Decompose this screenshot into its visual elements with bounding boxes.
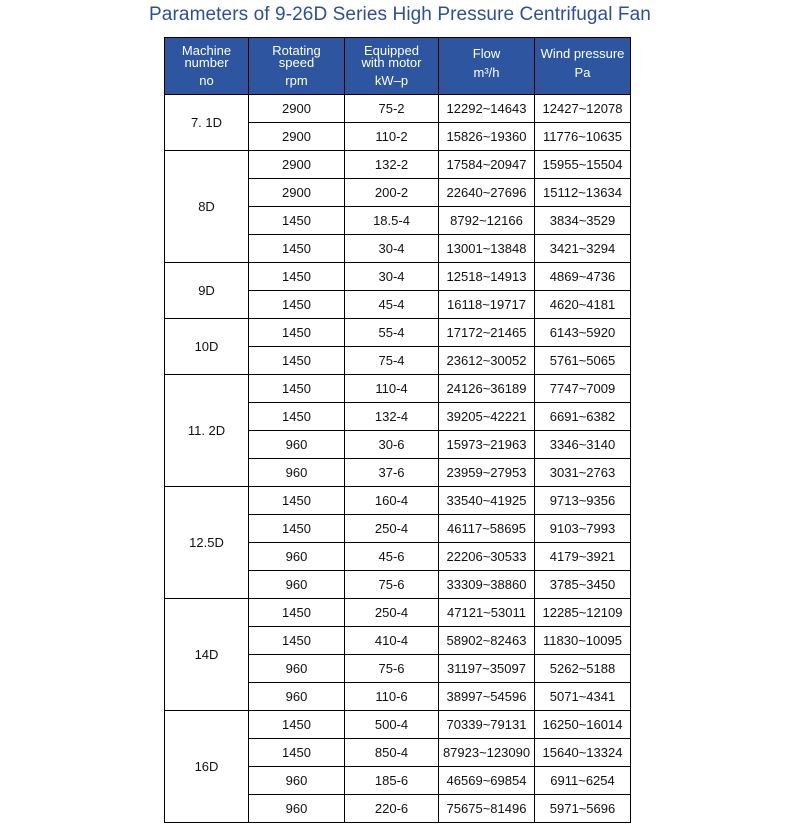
header-unit: Pa [574, 65, 591, 80]
rotating-speed-cell: 2900 [249, 179, 345, 207]
motor-cell: 45-6 [345, 543, 439, 571]
header-text: Wind pressure [540, 46, 625, 61]
flow-cell: 23959~27953 [439, 459, 535, 487]
header-unit: m³/h [473, 65, 500, 80]
machine-number-cell: 12.5D [165, 487, 249, 599]
motor-cell: 110-4 [345, 375, 439, 403]
parameters-table [164, 37, 631, 823]
wind-pressure-cell: 4179~3921 [535, 543, 631, 571]
flow-cell: 46569~69854 [439, 767, 535, 795]
wind-pressure-cell: 3785~3450 [535, 571, 631, 599]
rotating-speed-cell: 1450 [249, 487, 345, 515]
motor-cell: 30-4 [345, 235, 439, 263]
table-row [165, 487, 631, 515]
rotating-speed-cell: 1450 [249, 235, 345, 263]
rotating-speed-cell: 1450 [249, 599, 345, 627]
wind-pressure-cell: 5071~4341 [535, 683, 631, 711]
motor-cell: 132-4 [345, 403, 439, 431]
header-text: Flow [472, 46, 501, 61]
motor-cell: 110-2 [345, 123, 439, 151]
machine-number-cell: 8D [165, 151, 249, 263]
header-wind-pressure [535, 38, 631, 95]
motor-cell: 18.5-4 [345, 207, 439, 235]
motor-cell: 110-6 [345, 683, 439, 711]
rotating-speed-cell: 1450 [249, 515, 345, 543]
motor-cell: 75-6 [345, 655, 439, 683]
rotating-speed-cell: 1450 [249, 347, 345, 375]
motor-cell: 200-2 [345, 179, 439, 207]
wind-pressure-cell: 4869~4736 [535, 263, 631, 291]
motor-cell: 185-6 [345, 767, 439, 795]
rotating-speed-cell: 960 [249, 795, 345, 823]
rotating-speed-cell: 1450 [249, 319, 345, 347]
flow-cell: 12518~14913 [439, 263, 535, 291]
rotating-speed-cell: 960 [249, 683, 345, 711]
rotating-speed-cell: 2900 [249, 123, 345, 151]
wind-pressure-cell: 3031~2763 [535, 459, 631, 487]
header-flow [439, 38, 535, 95]
motor-cell: 55-4 [345, 319, 439, 347]
flow-cell: 15973~21963 [439, 431, 535, 459]
wind-pressure-cell: 7747~7009 [535, 375, 631, 403]
table-row [165, 263, 631, 291]
rotating-speed-cell: 960 [249, 543, 345, 571]
motor-cell: 37-6 [345, 459, 439, 487]
wind-pressure-cell: 11830~10095 [535, 627, 631, 655]
motor-cell: 132-2 [345, 151, 439, 179]
motor-cell: 410-4 [345, 627, 439, 655]
machine-number-cell: 11. 2D [165, 375, 249, 487]
wind-pressure-cell: 5262~5188 [535, 655, 631, 683]
motor-cell: 500-4 [345, 711, 439, 739]
rotating-speed-cell: 960 [249, 459, 345, 487]
rotating-speed-cell: 1450 [249, 375, 345, 403]
rotating-speed-cell: 960 [249, 655, 345, 683]
flow-cell: 31197~35097 [439, 655, 535, 683]
header-rotating-speed [249, 38, 345, 95]
flow-cell: 15826~19360 [439, 123, 535, 151]
header-text: speed [278, 55, 315, 70]
rotating-speed-cell: 960 [249, 571, 345, 599]
flow-cell: 8792~12166 [439, 207, 535, 235]
header-row [165, 38, 631, 95]
wind-pressure-cell: 4620~4181 [535, 291, 631, 319]
flow-cell: 58902~82463 [439, 627, 535, 655]
table-body [165, 95, 631, 823]
header-unit: rpm [285, 73, 308, 88]
rotating-speed-cell: 1450 [249, 291, 345, 319]
flow-cell: 23612~30052 [439, 347, 535, 375]
rotating-speed-cell: 1450 [249, 263, 345, 291]
header-machine-number [165, 38, 249, 95]
rotating-speed-cell: 1450 [249, 739, 345, 767]
wind-pressure-cell: 3346~3140 [535, 431, 631, 459]
page-title: Parameters of 9-26D Series High Pressure Centrifugal Fan [149, 4, 651, 25]
flow-cell: 87923~123090 [439, 739, 535, 767]
rotating-speed-cell: 960 [249, 767, 345, 795]
table-row [165, 599, 631, 627]
motor-cell: 250-4 [345, 599, 439, 627]
machine-number-cell: 10D [165, 319, 249, 375]
motor-cell: 220-6 [345, 795, 439, 823]
wind-pressure-cell: 12285~12109 [535, 599, 631, 627]
table-row [165, 711, 631, 739]
wind-pressure-cell: 6911~6254 [535, 767, 631, 795]
rotating-speed-cell: 1450 [249, 207, 345, 235]
table-row [165, 319, 631, 347]
flow-cell: 22206~30533 [439, 543, 535, 571]
motor-cell: 30-6 [345, 431, 439, 459]
header-text: Rotating [272, 43, 321, 58]
wind-pressure-cell: 6143~5920 [535, 319, 631, 347]
flow-cell: 39205~42221 [439, 403, 535, 431]
motor-cell: 75-6 [345, 571, 439, 599]
header-unit: kW–p [374, 73, 409, 88]
rotating-speed-cell: 1450 [249, 627, 345, 655]
wind-pressure-cell: 9103~7993 [535, 515, 631, 543]
wind-pressure-cell: 3421~3294 [535, 235, 631, 263]
motor-cell: 160-4 [345, 487, 439, 515]
flow-cell: 17172~21465 [439, 319, 535, 347]
header-text: Equipped [364, 43, 419, 58]
header-unit: no [199, 73, 214, 88]
machine-number-cell: 7. 1D [165, 95, 249, 151]
wind-pressure-cell: 12427~12078 [535, 95, 631, 123]
flow-cell: 22640~27696 [439, 179, 535, 207]
table-row [165, 151, 631, 179]
wind-pressure-cell: 16250~16014 [535, 711, 631, 739]
wind-pressure-cell: 15112~13634 [535, 179, 631, 207]
flow-cell: 75675~81496 [439, 795, 535, 823]
wind-pressure-cell: 9713~9356 [535, 487, 631, 515]
header-text: number [184, 55, 229, 70]
motor-cell: 75-2 [345, 95, 439, 123]
motor-cell: 850-4 [345, 739, 439, 767]
machine-number-cell: 9D [165, 263, 249, 319]
wind-pressure-cell: 6691~6382 [535, 403, 631, 431]
rotating-speed-cell: 1450 [249, 711, 345, 739]
wind-pressure-cell: 15640~13324 [535, 739, 631, 767]
flow-cell: 17584~20947 [439, 151, 535, 179]
machine-number-cell: 16D [165, 711, 249, 823]
rotating-speed-cell: 2900 [249, 151, 345, 179]
header-equipped-motor [345, 38, 439, 95]
flow-cell: 16118~19717 [439, 291, 535, 319]
machine-number-cell: 14D [165, 599, 249, 711]
motor-cell: 45-4 [345, 291, 439, 319]
wind-pressure-cell: 5761~5065 [535, 347, 631, 375]
motor-cell: 250-4 [345, 515, 439, 543]
rotating-speed-cell: 1450 [249, 403, 345, 431]
flow-cell: 33309~38860 [439, 571, 535, 599]
flow-cell: 47121~53011 [439, 599, 535, 627]
flow-cell: 24126~36189 [439, 375, 535, 403]
rotating-speed-cell: 960 [249, 431, 345, 459]
flow-cell: 33540~41925 [439, 487, 535, 515]
wind-pressure-cell: 5971~5696 [535, 795, 631, 823]
motor-cell: 30-4 [345, 263, 439, 291]
motor-cell: 75-4 [345, 347, 439, 375]
flow-cell: 13001~13848 [439, 235, 535, 263]
wind-pressure-cell: 11776~10635 [535, 123, 631, 151]
table-row [165, 375, 631, 403]
flow-cell: 46117~58695 [439, 515, 535, 543]
wind-pressure-cell: 3834~3529 [535, 207, 631, 235]
rotating-speed-cell: 2900 [249, 95, 345, 123]
wind-pressure-cell: 15955~15504 [535, 151, 631, 179]
flow-cell: 12292~14643 [439, 95, 535, 123]
header-text: with motor [361, 55, 422, 70]
header-text: Machine [181, 43, 232, 58]
flow-cell: 70339~79131 [439, 711, 535, 739]
flow-cell: 38997~54596 [439, 683, 535, 711]
table-row [165, 95, 631, 123]
